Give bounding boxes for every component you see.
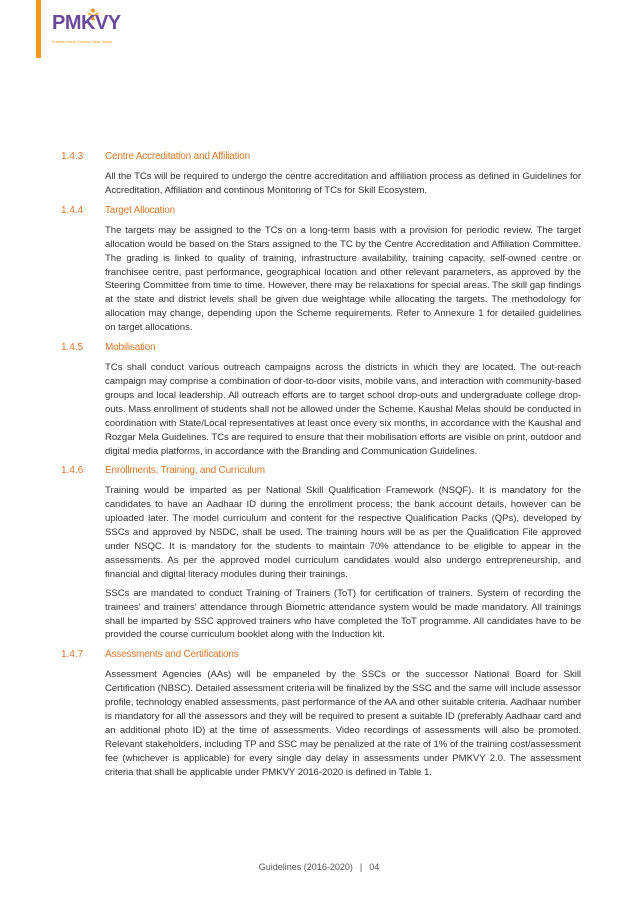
paragraph: TCs shall conduct various outreach campaigns across the districts in which they are located. The out-reach campaign may comprise a combination of door-to-door visits, mobile vans, and interaction with community-based groups and local leadership. All outreach efforts are to target school drop-outs and undergraduate college drop-outs. Mass enrollment of students shall not be allowed under the Scheme. Kaushal Melas should be conducted in coordination with State/Local representatives at least once every six months, in accordance with the Kaushal and Rozgar Mela Guidelines. TCs are required to ensure that their mobilisation efforts are visible on print, outdoor and digital media platforms, in accordance with the Branding and Communication Guidelines.: [105, 362, 581, 457]
section-1-4-4: [61, 204, 581, 335]
section-heading: [61, 648, 581, 661]
section-number: 1.4.6: [61, 465, 84, 477]
paragraph: Assessment Agencies (AAs) will be empaneled by the SSCs or the successor National Board for Skill Certification (NBSC). Detailed assessment criteria will be finalized by the SSC and the same will include assessor profile, technology enabled assessments, past performance of the AA and other suitable criteria. Aadhaar number is mandatory for all the assessors and they will be required to present a suitable ID (preferably Aadhaar card and an additional photo ID) at the time of assessments. Video recordings of assessments will also be promoted. Relevant stakeholders, including TP and SSC may be penalized at the rate of 1% of the training cost/assessment fee (whichever is applicable) for every single day delay in assessments under PMKVY 2.0. The assessment criteria that shall be applicable under PMKVY 2016-2020 is defined in Table 1.: [105, 669, 581, 778]
paragraph: All the TCs will be required to undergo the centre accreditation and affiliation process as defined in Guidelines for Accreditation, Affiliation and continous Monitoring of TCs for Skill Ecosystem.: [105, 171, 581, 196]
section-1-4-5: [61, 341, 581, 458]
section-title: Enrollments, Training, and Curriculum: [105, 465, 265, 477]
document-body: [61, 150, 581, 786]
section-number: 1.4.3: [61, 151, 84, 162]
page-number: 04: [369, 862, 380, 872]
section-heading: [61, 341, 581, 354]
section-title: Centre Accreditation and Affiliation: [105, 151, 250, 162]
section-title: Target Allocation: [105, 204, 175, 216]
section-number: 1.4.4: [61, 204, 84, 216]
section-number: 1.4.5: [61, 342, 84, 354]
footer-title: Guidelines (2016-2020): [258, 862, 353, 872]
paragraph: Training would be imparted as per National Skill Qualification Framework (NSQF). It is mandatory for the candidates to have an Aadhaar ID during the enrollment process; the bank account details, however can be uploaded later. The model curriculum and content for the respective Qualification Packs (QPs), developed by SSCs and approved by NSDC, shall be used. The training hours will be as per the Qualification File approved under NSQC. It is mandatory for the students to maintain 70% attendance to be eligible to appear in the assessments. As per the approved model curriculum candidates would also undergo entrepreneurship, and financial and digital literacy modules during their trainings.: [105, 485, 581, 580]
footer-separator: |: [359, 862, 363, 872]
section-title: Mobilisation: [105, 342, 156, 354]
paragraph: The targets may be assigned to the TCs on a long-term basis with a provision for periodic review. The target allocation would be based on the Stars assigned to the TC by the Centre Accreditation and Affiliation Committee. The grading is linked to quality of training, infrastructure availability, training capacity, self-owned centre or franchisee centre, past performance, geographical location and other relevant parameters, as approved by the Steering Committee from time to time. However, there may be relaxations for special areas. The skill gap findings at the state and district levels shall be given due weightage while allocating the targets. The methodology for allocation may change, depending upon the Scheme requirements. Refer to Annexure 1 for detailed guidelines on target allocations.: [105, 224, 581, 334]
section-1-4-3: [61, 150, 581, 198]
section-heading: [61, 150, 581, 163]
logo-text: PMKVY: [52, 12, 121, 34]
section-number: 1.4.7: [61, 649, 84, 661]
page-footer: [0, 862, 638, 872]
logo-tagline: Pradhan Mantri Kaushal Vikas Yojana: [52, 40, 113, 44]
section-heading: [61, 204, 581, 217]
section-1-4-6: [61, 464, 581, 642]
paragraph: SSCs are mandated to conduct Training of Trainers (ToT) for certification of trainers. System of recording the trainees' and trainers' attendance through Biometric attendance system would be made mandatory. All trainings shall be imparted by SSC approved trainers who have completed the ToT programme. All candidates have to be provided the course curriculum booklet along with the Induction kit.: [105, 587, 581, 641]
header-accent-bar: [36, 0, 41, 58]
pmkvy-logo: [52, 10, 132, 50]
section-1-4-7: [61, 648, 581, 779]
section-heading: [61, 464, 581, 477]
section-title: Assessments and Certifications: [105, 649, 239, 661]
